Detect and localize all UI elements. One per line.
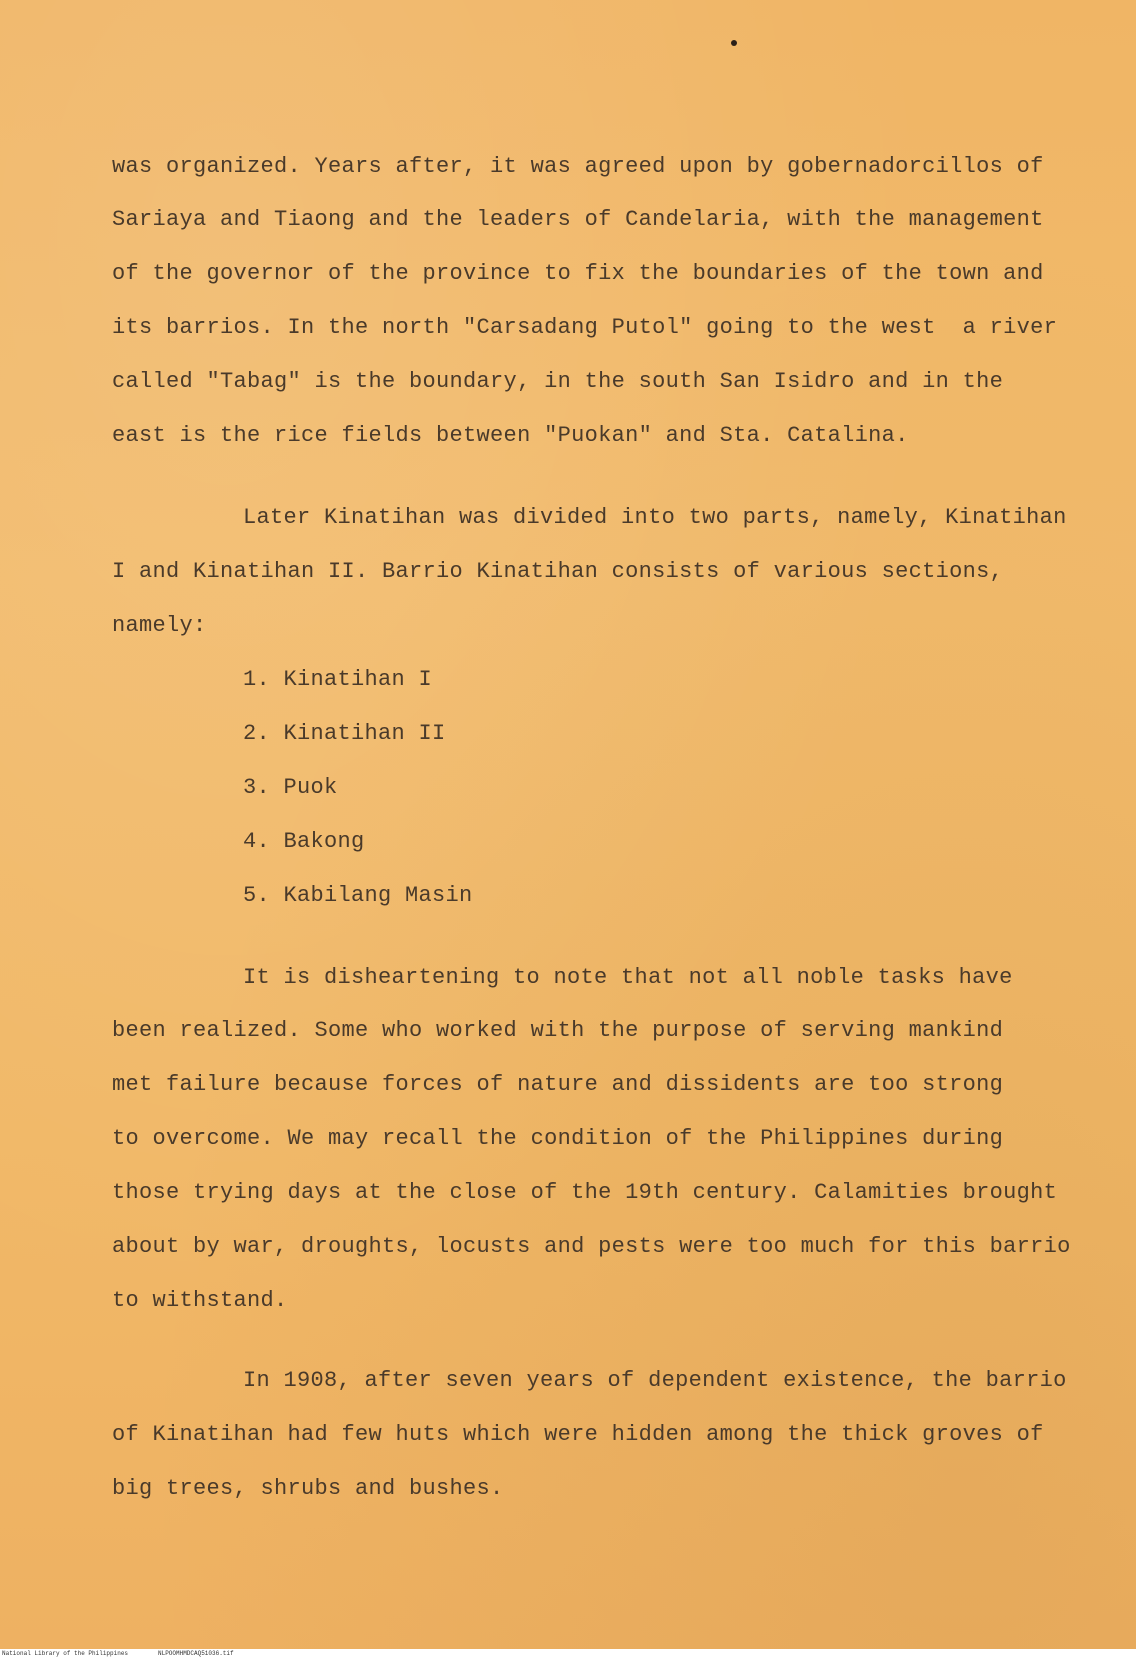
text-line: Later Kinatihan was divided into two parts, namely, Kinatihan: [243, 505, 1067, 530]
text-line: namely:: [112, 613, 207, 638]
text-line: It is disheartening to note that not all noble tasks have: [243, 965, 1013, 990]
text-line: met failure because forces of nature and dissidents are too strong: [112, 1072, 1004, 1097]
text-line: its barrios. In the north "Carsadang Putol" going to the west a river: [112, 315, 1058, 340]
list-item: 3. Puok: [243, 775, 338, 800]
list-item: 1. Kinatihan I: [243, 667, 433, 692]
text-line: to overcome. We may recall the condition of the Philippines during: [112, 1126, 1004, 1151]
list-item: 2. Kinatihan II: [243, 721, 446, 746]
text-line: was organized. Years after, it was agreed upon by gobernadorcillos of: [112, 154, 1044, 179]
text-line: of the governor of the province to fix the boundaries of the town and: [112, 261, 1044, 286]
footer-file-id: NLPOOMHMDCAQ51036.tif: [158, 1650, 234, 1657]
text-line: big trees, shrubs and bushes.: [112, 1476, 504, 1501]
list-item: 5. Kabilang Masin: [243, 883, 473, 908]
text-line: of Kinatihan had few huts which were hidden among the thick groves of: [112, 1422, 1044, 1447]
text-line: those trying days at the close of the 19th century. Calamities brought: [112, 1180, 1058, 1205]
text-line: east is the rice fields between "Puokan" and Sta. Catalina.: [112, 423, 909, 448]
text-line: about by war, droughts, locusts and pests were too much for this barrio: [112, 1234, 1071, 1259]
text-line: called "Tabag" is the boundary, in the south San Isidro and in the: [112, 369, 1004, 394]
text-line: In 1908, after seven years of dependent existence, the barrio: [243, 1368, 1067, 1393]
text-line: to withstand.: [112, 1288, 288, 1313]
text-line: been realized. Some who worked with the purpose of serving mankind: [112, 1018, 1004, 1043]
text-line: I and Kinatihan II. Barrio Kinatihan consists of various sections,: [112, 559, 1004, 584]
ink-dot-mark: [731, 40, 737, 46]
text-line: Sariaya and Tiaong and the leaders of Candelaria, with the management: [112, 207, 1044, 232]
footer-library-name: National Library of the Philippines: [2, 1650, 129, 1657]
list-item: 4. Bakong: [243, 829, 365, 854]
scan-footer: [0, 1649, 1136, 1658]
